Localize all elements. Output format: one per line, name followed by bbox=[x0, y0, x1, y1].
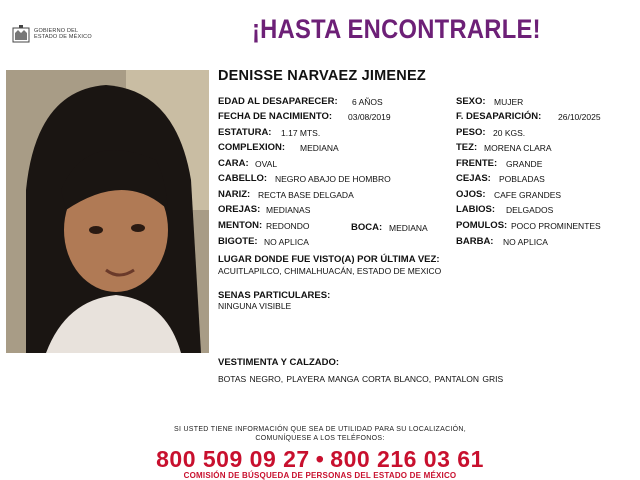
contact-note-line-1: SI USTED TIENE INFORMACIÓN QUE SEA DE UTILIDAD PARA SU LOCALIZACIÓN, bbox=[173, 426, 467, 433]
state-seal-icon bbox=[12, 24, 30, 44]
last-seen-label: LUGAR DONDE FUE VISTO(A) POR ÚLTIMA VEZ: bbox=[218, 254, 440, 265]
clothing-value: BOTAS NEGRO, PLAYERA MANGA CORTA BLANCO, PANTALON GRIS bbox=[218, 374, 504, 384]
phone-number-2: 800 216 03 61 bbox=[330, 446, 484, 472]
phone-separator: • bbox=[315, 446, 325, 472]
field-mustache: BIGOTE: NO APLICA bbox=[218, 236, 309, 247]
field-cheekbones: POMULOS: POCO PROMINENTES bbox=[456, 220, 601, 231]
field-ears: OREJAS: MEDIANAS bbox=[218, 204, 311, 215]
marks-label: SENAS PARTICULARES: bbox=[218, 290, 331, 301]
field-eyes: OJOS: CAFE GRANDES bbox=[456, 189, 562, 200]
government-logo bbox=[12, 22, 122, 46]
field-chin: MENTON: REDONDO bbox=[218, 220, 310, 231]
field-forehead: FRENTE: GRANDE bbox=[456, 158, 543, 169]
field-eyebrows: CEJAS: POBLADAS bbox=[456, 173, 545, 184]
last-seen-value: ACUITLAPILCO, CHIMALHUACÁN, ESTADO DE MEXICO bbox=[218, 266, 442, 276]
field-sex: SEXO: MUJER bbox=[456, 96, 524, 107]
missing-person-photo bbox=[6, 70, 209, 353]
field-mouth: BOCA: MEDIANA bbox=[351, 222, 428, 233]
field-beard: BARBA: NO APLICA bbox=[456, 236, 548, 247]
field-age: EDAD AL DESAPARECER: 6 AÑOS bbox=[218, 96, 383, 107]
field-build: COMPLEXION: MEDIANA bbox=[218, 142, 339, 153]
field-hair: CABELLO: NEGRO ABAJO DE HOMBRO bbox=[218, 173, 391, 184]
field-nose: NARIZ: RECTA BASE DELGADA bbox=[218, 189, 354, 200]
marks-value: NINGUNA VISIBLE bbox=[218, 301, 292, 311]
phone-numbers bbox=[0, 446, 640, 473]
field-face: CARA: OVAL bbox=[218, 158, 278, 169]
field-complexion: TEZ: MORENA CLARA bbox=[456, 142, 552, 153]
field-lips: LABIOS: DELGADOS bbox=[456, 204, 554, 215]
phone-number-1: 800 509 09 27 bbox=[156, 446, 310, 472]
headline: ¡HASTA ENCONTRARLE! bbox=[252, 14, 541, 44]
logo-line-2: ESTADO DE MÉXICO bbox=[34, 34, 92, 40]
field-disappearance-date: F. DESAPARICIÓN: 26/10/2025 bbox=[456, 111, 601, 122]
field-weight: PESO: 20 KGS. bbox=[456, 127, 526, 138]
field-birthdate: FECHA DE NACIMIENTO: 03/08/2019 bbox=[218, 111, 391, 122]
contact-note-line-2: COMUNÍQUESE A LOS TELÉFONOS: bbox=[255, 435, 385, 442]
commission-name: COMISIÓN DE BÚSQUEDA DE PERSONAS DEL ESTADO DE MÉXICO bbox=[183, 471, 457, 480]
clothing-label: VESTIMENTA Y CALZADO: bbox=[218, 357, 340, 368]
field-height: ESTATURA: 1.17 MTS. bbox=[218, 127, 321, 138]
person-name: DENISSE NARVAEZ JIMENEZ bbox=[218, 68, 426, 84]
logo-line-1: GOBIERNO DEL bbox=[34, 28, 79, 34]
